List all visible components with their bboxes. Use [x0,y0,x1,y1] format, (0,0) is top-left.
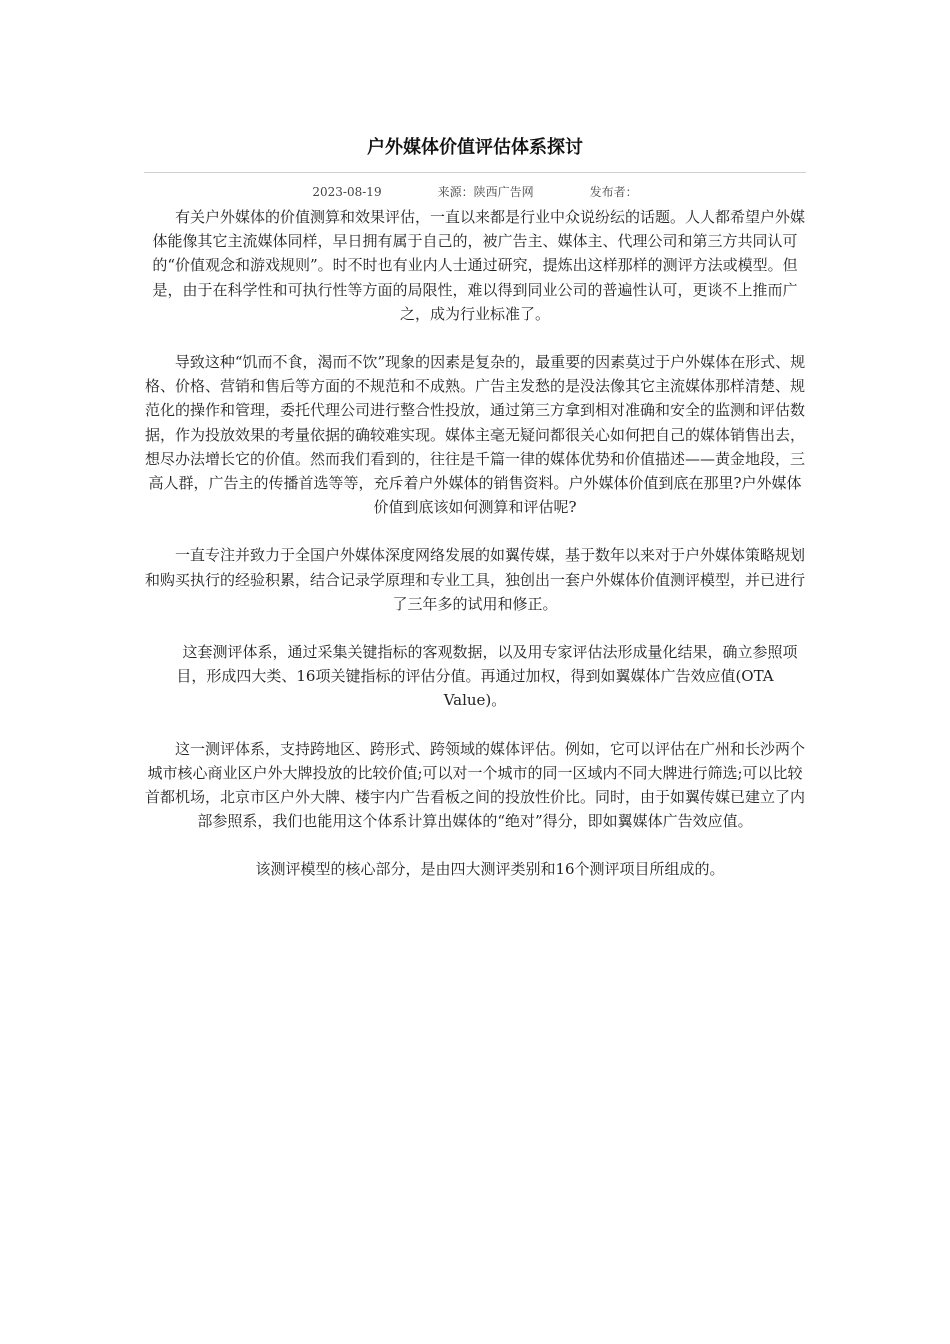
publish-date: 2023-08-19 [312,185,382,199]
article-meta [144,179,806,205]
article-source: 来源：陕西广告网 [437,185,534,199]
paragraph-6: 该测评模型的核心部分，是由四大测评类别和16个测评项目所组成的。 [225,860,725,879]
paragraph-4: 这套测评体系，通过采集关键指标的客观数据，以及用专家评估法形成量化结果，确立参照项目，形成四大类、16项关键指标的评估分值。再通过加权，得到如翼媒体广告效应值(OTA Value)。 [152,643,798,710]
paragraph-5: 这一测评体系，支持跨地区、跨形式、跨领域的媒体评估。例如，它可以评估在广州和长沙两个城市核心商业区户外大牌投放的比较价值;可以对一个城市的同一区域内不同大牌进行筛选;可以比较首都机场，北京市区户外大牌、楼宇内广告看板之间的投放性价比。同时，由于如翼传媒已建立了内部参照系，我们也能用这个体系计算出媒体的“绝对”得分，即如翼媒体广告效应值。 [144,739,805,831]
paragraph-3: 一直专注并致力于全国户外媒体深度网络发展的如翼传媒，基于数年以来对于户外媒体策略规划和购买执行的经验积累，结合记录学原理和专业工具，独创出一套户外媒体价值测评模型，并已进行了三年多的试用和修正。 [144,546,805,613]
article [144,130,806,906]
article-title: 户外媒体价值评估体系探讨 [367,137,583,158]
title-divider [144,172,806,173]
paragraph-1: 有关户外媒体的价值测算和效果评估，一直以来都是行业中众说纷纭的话题。人人都希望户外媒体能像其它主流媒体同样，早日拥有属于自己的，被广告主、媒体主、代理公司和第三方共同认可的“价值观念和游戏规则”。时不时也有业内人士通过研究，提炼出这样那样的测评方法或模型。但是，由于在科学性和可执行性等方面的局限性，难以得到同业公司的普遍性认可，更谈不上推而广之，成为行业标准了。 [144,208,805,323]
paragraph-2: 导致这种“饥而不食，渴而不饮”现象的因素是复杂的，最重要的因素莫过于户外媒体在形式、规格、价格、营销和售后等方面的不规范和不成熟。广告主发愁的是没法像其它主流媒体那样清楚、规范化的操作和管理，委托代理公司进行整合性投放，通过第三方拿到相对准确和安全的监测和评估数据，作为投放效果的考量依据的确较难实现。媒体主毫无疑问都很关心如何把自己的媒体销售出去，想尽办法增长它的价值。然而我们看到的，往往是千篇一律的媒体优势和价值描述——黄金地段，三高人群，广告主的传播首选等等，充斥着户外媒体的销售资料。户外媒体价值到底在那里?户外媒体价值到底该如何测算和评估呢? [144,353,806,517]
article-body [144,205,806,882]
article-publisher: 发布者： [589,185,638,199]
